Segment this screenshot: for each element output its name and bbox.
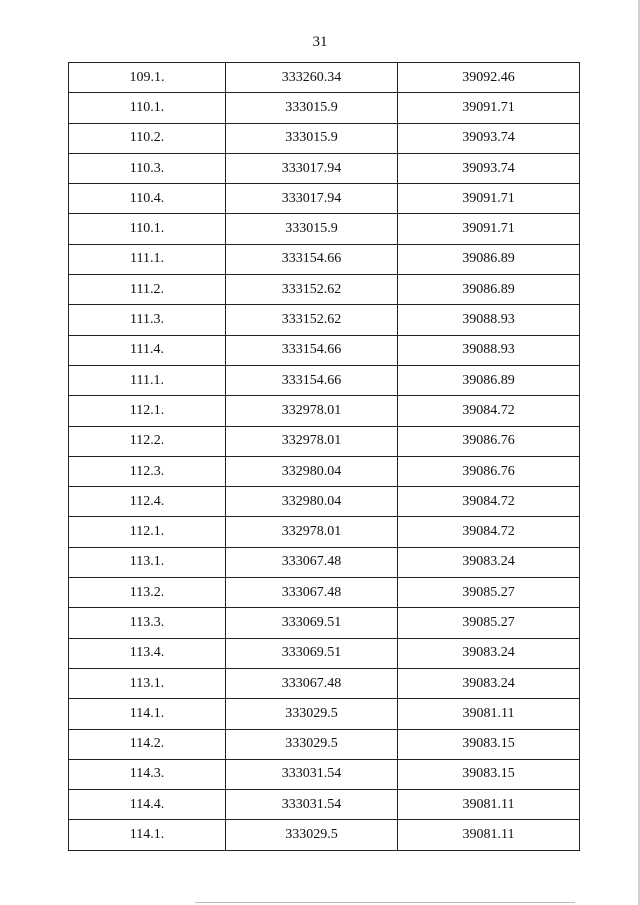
point-number-cell: 114.4. [69,790,226,820]
y-coordinate-cell: 39088.93 [398,335,580,365]
point-number-cell: 112.2. [69,426,226,456]
table-row [69,487,580,517]
point-number-cell: 110.2. [69,123,226,153]
y-coordinate-cell: 39085.27 [398,578,580,608]
table-row [69,668,580,698]
x-coordinate-cell: 333017.94 [226,153,398,183]
y-coordinate-cell: 39092.46 [398,63,580,93]
table-row [69,820,580,850]
x-coordinate-cell: 333067.48 [226,547,398,577]
table-row [69,790,580,820]
table-row [69,759,580,789]
x-coordinate-cell: 333069.51 [226,608,398,638]
y-coordinate-cell: 39088.93 [398,305,580,335]
table-row [69,214,580,244]
x-coordinate-cell: 333154.66 [226,335,398,365]
point-number-cell: 111.4. [69,335,226,365]
table-row [69,426,580,456]
table-row [69,275,580,305]
coordinates-table [68,62,580,851]
table-row [69,699,580,729]
x-coordinate-cell: 333152.62 [226,275,398,305]
table-row [69,335,580,365]
y-coordinate-cell: 39091.71 [398,93,580,123]
table-row [69,305,580,335]
x-coordinate-cell: 333031.54 [226,759,398,789]
point-number-cell: 111.1. [69,244,226,274]
table-row [69,244,580,274]
point-number-cell: 112.4. [69,487,226,517]
table-row [69,608,580,638]
x-coordinate-cell: 333015.9 [226,214,398,244]
table-row [69,123,580,153]
table-row [69,729,580,759]
point-number-cell: 112.1. [69,396,226,426]
point-number-cell: 109.1. [69,63,226,93]
y-coordinate-cell: 39084.72 [398,487,580,517]
point-number-cell: 110.3. [69,153,226,183]
point-number-cell: 110.1. [69,93,226,123]
x-coordinate-cell: 332980.04 [226,456,398,486]
table-row [69,547,580,577]
table-row [69,93,580,123]
point-number-cell: 110.1. [69,214,226,244]
point-number-cell: 113.1. [69,668,226,698]
table-row [69,184,580,214]
y-coordinate-cell: 39083.24 [398,668,580,698]
y-coordinate-cell: 39084.72 [398,517,580,547]
point-number-cell: 112.3. [69,456,226,486]
point-number-cell: 114.2. [69,729,226,759]
point-number-cell: 114.1. [69,820,226,850]
y-coordinate-cell: 39086.89 [398,365,580,395]
x-coordinate-cell: 333017.94 [226,184,398,214]
x-coordinate-cell: 333069.51 [226,638,398,668]
point-number-cell: 113.2. [69,578,226,608]
x-coordinate-cell: 333067.48 [226,668,398,698]
x-coordinate-cell: 333260.34 [226,63,398,93]
table-row [69,153,580,183]
table-row [69,365,580,395]
y-coordinate-cell: 39093.74 [398,153,580,183]
y-coordinate-cell: 39081.11 [398,820,580,850]
table-row [69,456,580,486]
y-coordinate-cell: 39085.27 [398,608,580,638]
x-coordinate-cell: 333029.5 [226,699,398,729]
y-coordinate-cell: 39093.74 [398,123,580,153]
x-coordinate-cell: 333152.62 [226,305,398,335]
page-number: 31 [312,34,328,50]
point-number-cell: 112.1. [69,517,226,547]
x-coordinate-cell: 333154.66 [226,244,398,274]
y-coordinate-cell: 39083.15 [398,729,580,759]
point-number-cell: 114.3. [69,759,226,789]
coordinates-table-body [69,63,580,851]
x-coordinate-cell: 333031.54 [226,790,398,820]
x-coordinate-cell: 332978.01 [226,517,398,547]
x-coordinate-cell: 333067.48 [226,578,398,608]
y-coordinate-cell: 39081.11 [398,699,580,729]
y-coordinate-cell: 39091.71 [398,184,580,214]
table-row [69,517,580,547]
x-coordinate-cell: 332978.01 [226,426,398,456]
point-number-cell: 111.3. [69,305,226,335]
y-coordinate-cell: 39083.24 [398,638,580,668]
point-number-cell: 114.1. [69,699,226,729]
point-number-cell: 111.1. [69,365,226,395]
y-coordinate-cell: 39086.76 [398,426,580,456]
y-coordinate-cell: 39086.76 [398,456,580,486]
x-coordinate-cell: 332980.04 [226,487,398,517]
table-row [69,396,580,426]
x-coordinate-cell: 332978.01 [226,396,398,426]
point-number-cell: 110.4. [69,184,226,214]
x-coordinate-cell: 333015.9 [226,123,398,153]
y-coordinate-cell: 39083.15 [398,759,580,789]
x-coordinate-cell: 333154.66 [226,365,398,395]
x-coordinate-cell: 333015.9 [226,93,398,123]
y-coordinate-cell: 39081.11 [398,790,580,820]
table-row [69,638,580,668]
scan-edge-bottom [195,902,575,903]
y-coordinate-cell: 39086.89 [398,275,580,305]
y-coordinate-cell: 39091.71 [398,214,580,244]
point-number-cell: 111.2. [69,275,226,305]
point-number-cell: 113.3. [69,608,226,638]
table-row [69,63,580,93]
y-coordinate-cell: 39083.24 [398,547,580,577]
table-row [69,578,580,608]
x-coordinate-cell: 333029.5 [226,729,398,759]
y-coordinate-cell: 39086.89 [398,244,580,274]
point-number-cell: 113.1. [69,547,226,577]
x-coordinate-cell: 333029.5 [226,820,398,850]
y-coordinate-cell: 39084.72 [398,396,580,426]
point-number-cell: 113.4. [69,638,226,668]
